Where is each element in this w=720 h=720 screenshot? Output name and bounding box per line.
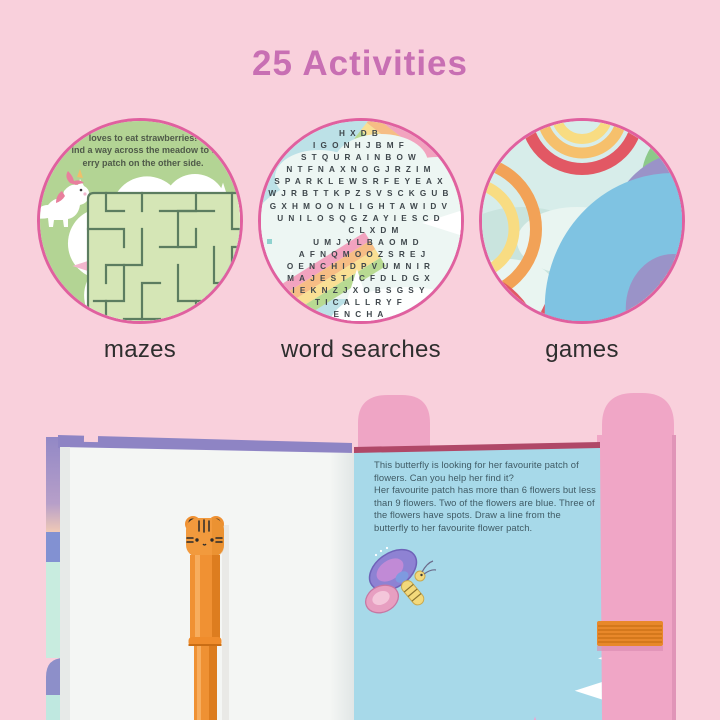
- activity-labels: [37, 336, 685, 364]
- label-word-searches: word searches: [281, 336, 441, 363]
- word-search-grid: HXDB IGONHJBMF STQURAINBOW NTFNAXNOGJRZIM SPARKLEWSRFEYEAX WJRBTTKPZSVSCKGUB GXHMOONLIGHTAWIDV UNILOSQGZAYIESCD CLXDM UMJYLBAOMD AFNQMOOZSREJ OENCHIDPVUMNIR MAJESTICFDLDGX IEKNZJXOBSGSY TICALLRYF ENCHA: [268, 129, 454, 320]
- activity-preview-games: [479, 118, 685, 324]
- label-mazes: mazes: [103, 336, 177, 363]
- back-cover-panel: [597, 435, 676, 720]
- activity-preview-word-searches: [258, 118, 464, 324]
- activity-preview-mazes: [37, 118, 243, 324]
- label-games: games: [545, 336, 619, 363]
- activity-previews: [37, 118, 685, 324]
- maze-grid: [88, 193, 240, 321]
- elastic-band: [597, 621, 663, 651]
- book-photo: [0, 385, 720, 720]
- maze-instructions: loves to eat strawberries! ind a way across the meadow to t erry patch on the other side.: [71, 133, 215, 168]
- activity-instructions: This butterfly is looking for her favourite patch of flowers. Can you help her find it? Her favourite patch has more than 6 flowers but less than 9 flowers. Two of the flowers are blue. Three of the flowers have spots. Draw a line from the butterfly to her favourite flower patch.: [374, 459, 596, 533]
- games-illustration: [482, 121, 682, 321]
- page-title: 25 Activities: [252, 44, 468, 83]
- book-artwork: [0, 385, 720, 720]
